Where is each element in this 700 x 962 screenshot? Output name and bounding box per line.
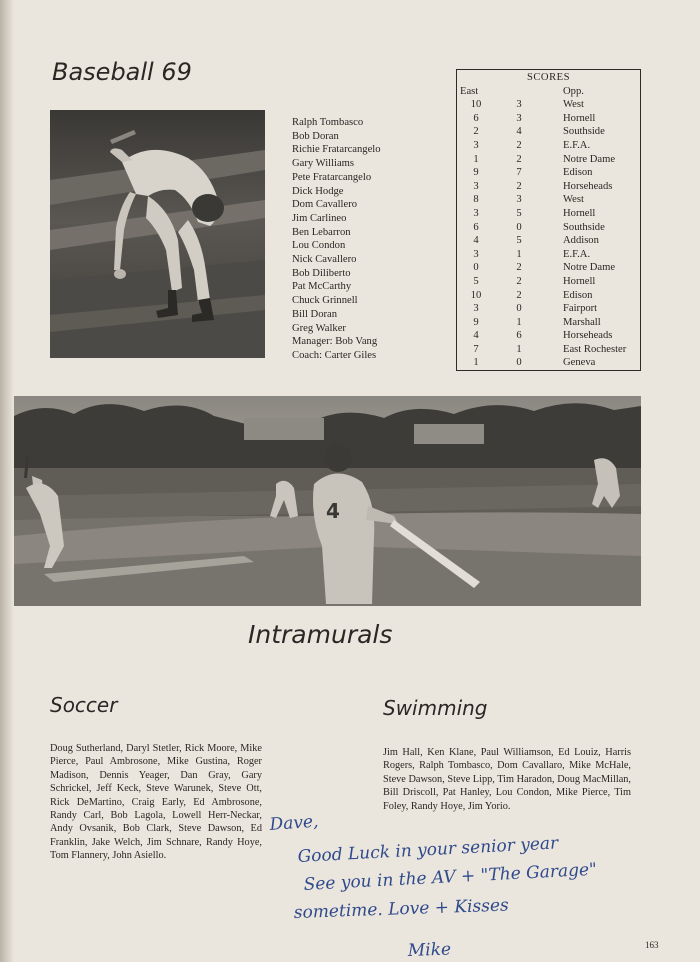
roster-entry: Lou Condon <box>292 240 346 252</box>
roster-entry: Pat McCarthy <box>292 281 352 293</box>
batter-photo <box>14 396 641 606</box>
scores-row <box>457 180 640 194</box>
opponent-name: Hornell <box>563 275 596 287</box>
score-opp: 3 <box>516 99 522 111</box>
roster-entry: Dom Cavallero <box>292 199 358 211</box>
scores-row <box>457 275 640 289</box>
scores-title: SCORES <box>526 72 571 83</box>
pitcher-illustration <box>50 110 265 358</box>
baseball-roster <box>292 116 381 363</box>
score-east: 10 <box>470 99 482 111</box>
roster-entry: Coach: Carter Giles <box>292 349 377 361</box>
opponent-name: Edison <box>563 167 593 179</box>
opponent-name: Geneva <box>563 357 596 369</box>
intramurals-title: Intramurals <box>248 620 393 649</box>
score-opp: 0 <box>516 357 522 369</box>
opponent-name: E.F.A. <box>563 248 591 260</box>
page-number: 163 <box>645 940 659 950</box>
scores-row <box>457 139 640 153</box>
score-opp: 6 <box>516 330 522 342</box>
score-opp: 1 <box>516 316 522 328</box>
scores-row <box>457 112 640 126</box>
score-east: 9 <box>473 167 479 179</box>
scores-row <box>457 329 640 343</box>
opponent-name: Southside <box>563 126 605 138</box>
roster-entry: Bob Diliberto <box>292 267 351 279</box>
roster-entry: Dick Hodge <box>292 185 344 197</box>
score-east: 4 <box>473 235 479 247</box>
inscription-line-1: Dave, <box>268 811 320 835</box>
score-east: 3 <box>473 207 479 219</box>
score-east: 6 <box>473 221 479 233</box>
roster-entry: Ralph Tombasco <box>292 117 364 128</box>
score-east: 3 <box>473 180 479 192</box>
opponent-name: West <box>563 194 584 206</box>
opponent-name: Notre Dame <box>563 153 616 165</box>
score-east: 3 <box>473 303 479 315</box>
roster-entry: Bob Doran <box>292 130 339 142</box>
scores-header-east: East <box>460 85 479 97</box>
opponent-name: Fairport <box>563 303 598 315</box>
scores-row <box>457 234 640 248</box>
inscription-line-3: See you in the AV + "The Garage" <box>303 859 598 895</box>
score-opp: 1 <box>516 248 522 260</box>
opponent-name: Addison <box>563 235 599 247</box>
baseball-title: Baseball 69 <box>52 58 192 86</box>
roster-entry: Greg Walker <box>292 322 346 334</box>
opponent-name: East Rochester <box>563 343 627 355</box>
score-east: 0 <box>473 262 479 274</box>
score-east: 7 <box>473 343 479 355</box>
score-opp: 1 <box>516 343 522 355</box>
score-opp: 2 <box>516 153 522 165</box>
score-opp: 2 <box>516 275 522 287</box>
roster-entry: Richie Fratarcangelo <box>292 144 381 156</box>
scores-row <box>457 316 640 330</box>
score-opp: 4 <box>516 126 522 138</box>
scores-table <box>456 69 641 371</box>
score-opp: 5 <box>516 235 522 247</box>
swimming-roster-text: Jim Hall, Ken Klane, Paul Williamson, Ed Louiz, Harris Rogers, Ralph Tombasco, Dom Cavallaro, Mike McHale, Steve Dawson, Steve Lipp, Tim Haradon, Doug MacMillan, Bill Driscoll, Pat Hanley, Lou Condon, Mike Pierce, Tim Foley, Randy Hoye, Jim Yorio. <box>383 747 631 812</box>
batter-illustration <box>14 396 641 606</box>
opponent-name: Edison <box>563 289 593 301</box>
roster-entry: Chuck Grinnell <box>292 295 358 307</box>
opponent-name: Hornell <box>563 207 596 219</box>
scores-header-opp: Opp. <box>563 85 584 97</box>
score-opp: 5 <box>516 207 522 219</box>
score-opp: 2 <box>516 289 522 301</box>
roster-entry: Bill Doran <box>292 308 338 320</box>
scores-row <box>457 261 640 275</box>
scores-row <box>457 221 640 235</box>
score-opp: 3 <box>516 112 522 124</box>
roster-entry: Nick Cavallero <box>292 254 357 266</box>
opponent-name: Horseheads <box>563 180 613 192</box>
scores-row <box>457 302 640 316</box>
scores-row <box>457 289 640 303</box>
score-opp: 2 <box>516 262 522 274</box>
scores-header-row <box>457 85 640 99</box>
roster-entry: Jim Carlineo <box>292 212 347 224</box>
score-east: 9 <box>473 316 479 328</box>
score-east: 4 <box>473 330 479 342</box>
scores-row <box>457 343 640 357</box>
roster-entry: Ben Lebarron <box>292 226 351 238</box>
score-opp: 7 <box>516 167 522 179</box>
score-east: 6 <box>473 112 479 124</box>
score-east: 3 <box>473 139 479 151</box>
score-opp: 0 <box>516 303 522 315</box>
opponent-name: Hornell <box>563 112 596 124</box>
score-east: 1 <box>473 153 479 165</box>
score-east: 3 <box>473 248 479 260</box>
score-opp: 2 <box>516 139 522 151</box>
scores-row <box>457 193 640 207</box>
inscription-line-2: Good Luck in your senior year <box>297 833 559 867</box>
score-opp: 3 <box>516 194 522 206</box>
opponent-name: E.F.A. <box>563 139 591 151</box>
score-east: 2 <box>473 126 479 138</box>
scores-row <box>457 166 640 180</box>
score-east: 10 <box>470 289 482 301</box>
roster-entry: Pete Fratarcangelo <box>292 171 372 183</box>
score-east: 1 <box>473 357 479 369</box>
scores-row <box>457 356 640 370</box>
opponent-name: Notre Dame <box>563 262 616 274</box>
opponent-name: Southside <box>563 221 605 233</box>
score-opp: 0 <box>516 221 522 233</box>
opponent-name: Horseheads <box>563 330 613 342</box>
inscription-line-4: sometime. Love + Kisses <box>293 895 510 923</box>
soccer-roster-text: Doug Sutherland, Daryl Stetler, Rick Moore, Mike Pierce, Paul Ambrosone, Mike Gustina, Roger Madison, Dennis Yeager, Dan Gray, Gary Schrickel, Jeff Keck, Steve Warunek, Steve Ott, Rick DeMartino, Craig Early, Ed Ambrosone, Randy Carl, Bob Lagola, Lowell Herr-Neckar, Andy Ovsanik, Bob Clark, Steve Dawson, Ed Franklin, Jake Welch, Jim Schnare, Randy Hoye, Tom Flannery, John Asiello. <box>50 743 262 862</box>
scores-body <box>457 98 640 370</box>
opponent-name: West <box>563 99 584 111</box>
pitcher-photo <box>50 110 265 358</box>
score-east: 5 <box>473 275 479 287</box>
score-opp: 2 <box>516 180 522 192</box>
swimming-title: Swimming <box>383 696 488 720</box>
inscription-signature: Mike <box>407 939 452 961</box>
scores-row <box>457 125 640 139</box>
page-binding-shadow <box>0 0 14 962</box>
roster-entry: Manager: Bob Vang <box>292 336 378 348</box>
scores-row <box>457 207 640 221</box>
scores-row <box>457 153 640 167</box>
score-east: 8 <box>473 194 479 206</box>
batter-jersey-number: 4 <box>326 499 340 523</box>
opponent-name: Marshall <box>563 316 601 328</box>
scores-row <box>457 98 640 112</box>
scores-row <box>457 248 640 262</box>
roster-entry: Gary Williams <box>292 158 355 170</box>
soccer-title: Soccer <box>50 693 118 717</box>
handwritten-inscription <box>268 808 608 962</box>
